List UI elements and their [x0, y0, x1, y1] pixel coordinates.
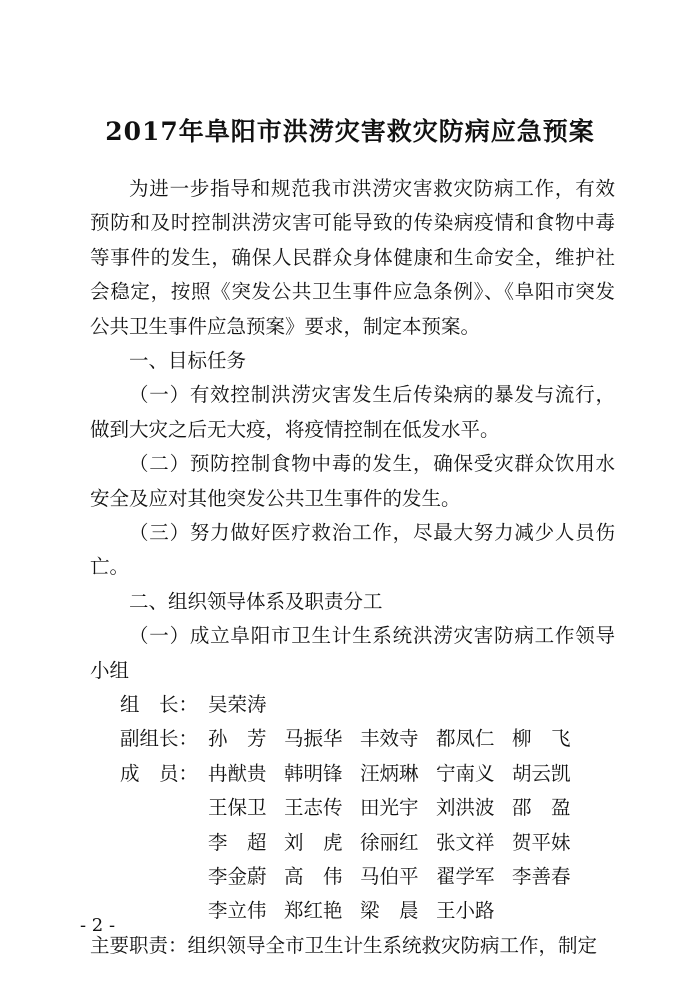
roster-role: 组 长： [120, 693, 199, 717]
roster-names [208, 860, 615, 894]
roster-name: 王保卫 [208, 796, 267, 820]
section-1-heading: 一、目标任务 [129, 349, 247, 373]
document-body [90, 172, 615, 963]
roster-row [90, 722, 615, 756]
roster-role [90, 860, 208, 894]
roster-role: 副组长： [120, 727, 199, 751]
roster-names [208, 894, 615, 928]
duty-paragraph: 主要职责：组织领导全市卫生计生系统救灾防病工作，制定 [90, 933, 598, 957]
roster-name: 郑红艳 [284, 899, 343, 923]
roster-row [90, 860, 615, 894]
roster-names [208, 791, 615, 825]
roster-role [90, 791, 208, 825]
roster-names [208, 722, 615, 756]
roster-name: 刘 虎 [284, 830, 343, 854]
roster-name: 吴荣涛 [208, 693, 267, 717]
roster-row [90, 826, 615, 860]
roster-name: 李善春 [512, 865, 571, 889]
roster-row [90, 791, 615, 825]
roster-row [90, 688, 615, 722]
roster-name: 宁南义 [436, 761, 495, 785]
roster-name: 韩明锋 [284, 761, 343, 785]
roster-name: 马伯平 [360, 865, 419, 889]
roster-name: 冉猷贵 [208, 761, 267, 785]
roster-name: 邵 盈 [512, 796, 571, 820]
roster-name: 刘洪波 [436, 796, 495, 820]
roster-row [90, 757, 615, 791]
roster-name: 贺平妹 [512, 830, 571, 854]
roster-names [208, 826, 615, 860]
roster-name: 李立伟 [208, 899, 267, 923]
roster-name: 张文祥 [436, 830, 495, 854]
section-1-item-3: （三）努力做好医疗救治工作，尽最大努力减少人员伤亡。 [90, 521, 615, 579]
section-2-sub-1: （一）成立阜阳市卫生计生系统洪涝灾害防病工作领导小组 [90, 624, 615, 682]
roster-row [90, 894, 615, 928]
roster-name: 都凤仁 [436, 727, 495, 751]
roster-name: 汪炳琳 [360, 761, 419, 785]
roster-names [208, 757, 615, 791]
roster-name: 田光宇 [360, 796, 419, 820]
roster-name: 马振华 [284, 727, 343, 751]
page-title: 2017年阜阳市洪涝灾害救灾防病应急预案 [105, 117, 595, 146]
roster-name: 柳 飞 [512, 727, 571, 751]
roster-name: 李金蔚 [208, 865, 267, 889]
roster-role [90, 826, 208, 860]
page-number: - 2 - [80, 915, 116, 936]
section-2-heading: 二、组织领导体系及职责分工 [129, 589, 383, 613]
roster-name: 高 伟 [284, 865, 343, 889]
section-1-item-1: （一）有效控制洪涝灾害发生后传染病的暴发与流行，做到大灾之后无大疫，将疫情控制在低发水平。 [90, 383, 615, 441]
roster-name: 梁 晨 [360, 899, 419, 923]
roster-name: 王志传 [284, 796, 343, 820]
roster-name: 孙 芳 [208, 727, 267, 751]
intro-paragraph: 为进一步指导和规范我市洪涝灾害救灾防病工作，有效预防和及时控制洪涝灾害可能导致的传染病疫情和食物中毒等事件的发生，确保人民群众身体健康和生命安全，维护社会稳定，按照《突发公共卫生事件应急条例》、《阜阳市突发公共卫生事件应急预案》要求，制定本预案。 [90, 177, 615, 338]
roster-name: 丰效寺 [360, 727, 419, 751]
roster-names [208, 688, 615, 722]
roster-role: 成 员： [120, 761, 199, 785]
section-1-item-2: （二）预防控制食物中毒的发生，确保受灾群众饮用水安全及应对其他突发公共卫生事件的发生。 [90, 452, 615, 510]
roster-name: 翟学军 [436, 865, 495, 889]
roster-name: 徐丽红 [360, 830, 419, 854]
leadership-roster [90, 688, 615, 929]
roster-name: 胡云凯 [512, 761, 571, 785]
roster-name: 王小路 [436, 899, 495, 923]
roster-name: 李 超 [208, 830, 267, 854]
